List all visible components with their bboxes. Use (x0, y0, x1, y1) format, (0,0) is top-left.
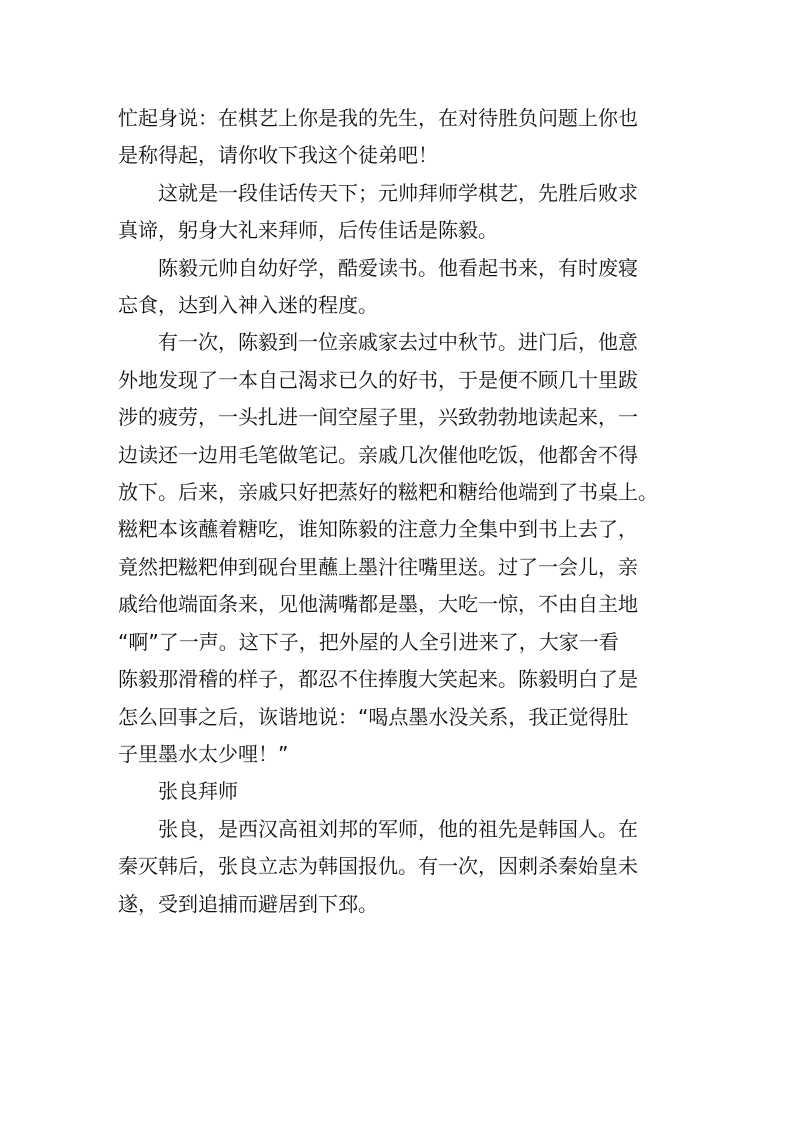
document-body (118, 100, 678, 923)
text-line: 这就是一段佳话传天下；元帅拜师学棋艺，先胜后败求 (158, 180, 638, 205)
text-line: 边读还一边用毛笔做笔记。亲戚几次催他吃饭，他都舍不得 (118, 442, 638, 467)
text-line: 子里墨水太少哩！” (118, 741, 289, 766)
text-line: 真谛，躬身大礼来拜师，后传佳话是陈毅。 (118, 218, 498, 243)
text-line: 涉的疲劳，一头扎进一间空屋子里，兴致勃勃地读起来，一 (118, 405, 638, 430)
section-heading (118, 773, 678, 810)
text-line: 秦灭韩后，张良立志为韩国报仇。有一次，因刺杀秦始皇未 (118, 854, 638, 879)
text-line: 张良，是西汉高祖刘邦的军师，他的祖先是韩国人。在 (158, 816, 638, 841)
text-line: 糍粑本该蘸着糖吃，谁知陈毅的注意力全集中到书上去了， (118, 517, 638, 542)
paragraph-3 (118, 250, 678, 325)
text-line: 忘食，达到入神入迷的程度。 (118, 293, 378, 318)
text-line: 放下。后来，亲戚只好把蒸好的糍粑和糖给他端到了书桌上。 (118, 480, 658, 505)
text-line: 陈毅元帅自幼好学，酷爱读书。他看起书来，有时废寝 (158, 255, 638, 280)
text-line: 怎么回事之后，诙谐地说：“喝点墨水没关系，我正觉得肚 (118, 704, 629, 729)
text-line: 戚给他端面条来，见他满嘴都是墨，大吃一惊，不由自主地 (118, 592, 638, 617)
paragraph-2 (118, 175, 678, 250)
paragraph-1 (118, 100, 678, 175)
text-line: 竟然把糍粑伸到砚台里蘸上墨汁往嘴里送。过了一会儿，亲 (118, 554, 638, 579)
text-line: “啊”了一声。这下子，把外屋的人全引进来了，大家一看 (118, 629, 619, 654)
text-line: 外地发现了一本自己渴求已久的好书，于是便不顾几十里跋 (118, 367, 638, 392)
text-line: 有一次，陈毅到一位亲戚家去过中秋节。进门后，他意 (158, 330, 638, 355)
text-line: 忙起身说：在棋艺上你是我的先生，在对待胜负问题上你也 (118, 106, 638, 130)
text-line: 是称得起，请你收下我这个徒弟吧！ (118, 143, 438, 168)
paragraph-5 (118, 811, 678, 923)
paragraph-4 (118, 324, 678, 773)
text-line: 遂，受到追捕而避居到下邳。 (118, 891, 378, 916)
heading-text: 张良拜师 (158, 779, 238, 804)
text-line: 陈毅那滑稽的样子，都忍不住捧腹大笑起来。陈毅明白了是 (118, 667, 638, 692)
